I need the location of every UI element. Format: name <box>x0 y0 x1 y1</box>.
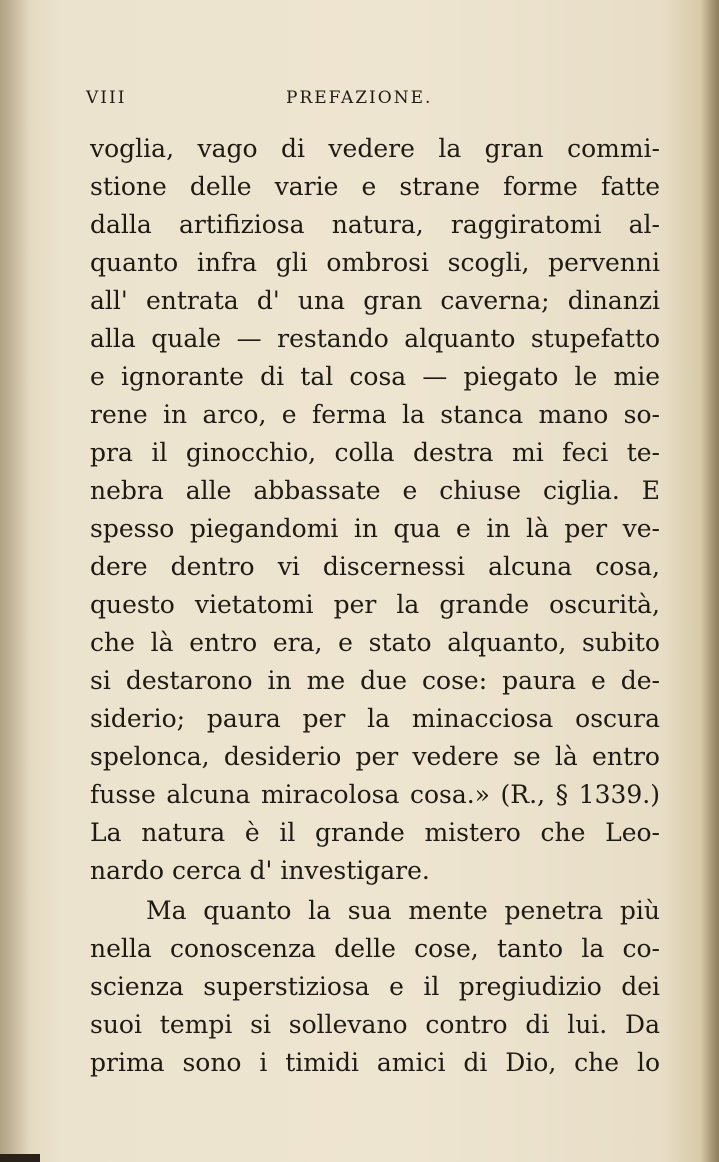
text-line: scienza superstiziosa e il pregiudizio dei <box>90 972 660 1001</box>
text-line: dalla artifiziosa natura, raggiratomi al- <box>90 210 660 239</box>
text-line: voglia, vago di vedere la gran commi- <box>90 134 660 163</box>
text-line: alla quale — restando alquanto stupefatto <box>90 324 660 353</box>
text-line: e ignorante di tal cosa — piegato le mie <box>90 362 660 391</box>
paragraph-start-line: Ma quanto la sua mente penetra più <box>146 896 660 925</box>
text-line: quanto infra gli ombrosi scogli, pervenni <box>90 248 660 277</box>
text-line: spelonca, desiderio per vedere se là entro <box>90 742 660 771</box>
text-line: pra il ginocchio, colla destra mi feci te- <box>90 438 660 467</box>
page-number: VIII <box>86 88 127 108</box>
text-line: siderio; paura per la minacciosa oscura <box>90 704 660 733</box>
text-line: suoi tempi si sollevano contro di lui. Da <box>90 1010 660 1039</box>
running-header <box>86 88 646 112</box>
page-edge <box>701 0 719 1162</box>
text-line: questo vietatomi per la grande oscurità, <box>90 590 660 619</box>
text-line: si destarono in me due cose: paura e de- <box>90 666 660 695</box>
text-line: prima sono i timidi amici di Dio, che lo <box>90 1048 660 1077</box>
text-line: che là entro era, e stato alquanto, subito <box>90 628 660 657</box>
text-line: La natura è il grande mistero che Leo- <box>90 818 660 847</box>
body-text <box>90 130 660 1082</box>
text-line: spesso piegandomi in qua e in là per ve- <box>90 514 660 543</box>
text-line: all' entrata d' una gran caverna; dinanzi <box>90 286 660 315</box>
text-line: nebra alle abbassate e chiuse ciglia. E <box>90 476 660 505</box>
paragraph-end-line: nardo cerca d' investigare. <box>90 856 430 885</box>
text-line: dere dentro vi discernessi alcuna cosa, <box>90 552 660 581</box>
binding-mark <box>0 1154 40 1162</box>
text-line: fusse alcuna miracolosa cosa.» (R., § 1339.) <box>90 780 660 809</box>
running-title: PREFAZIONE. <box>286 88 433 108</box>
text-line: nella conoscenza delle cose, tanto la co- <box>90 934 660 963</box>
spine-shadow <box>0 0 30 1162</box>
text-line: stione delle varie e strane forme fatte <box>90 172 660 201</box>
text-line: rene in arco, e ferma la stanca mano so- <box>90 400 660 429</box>
